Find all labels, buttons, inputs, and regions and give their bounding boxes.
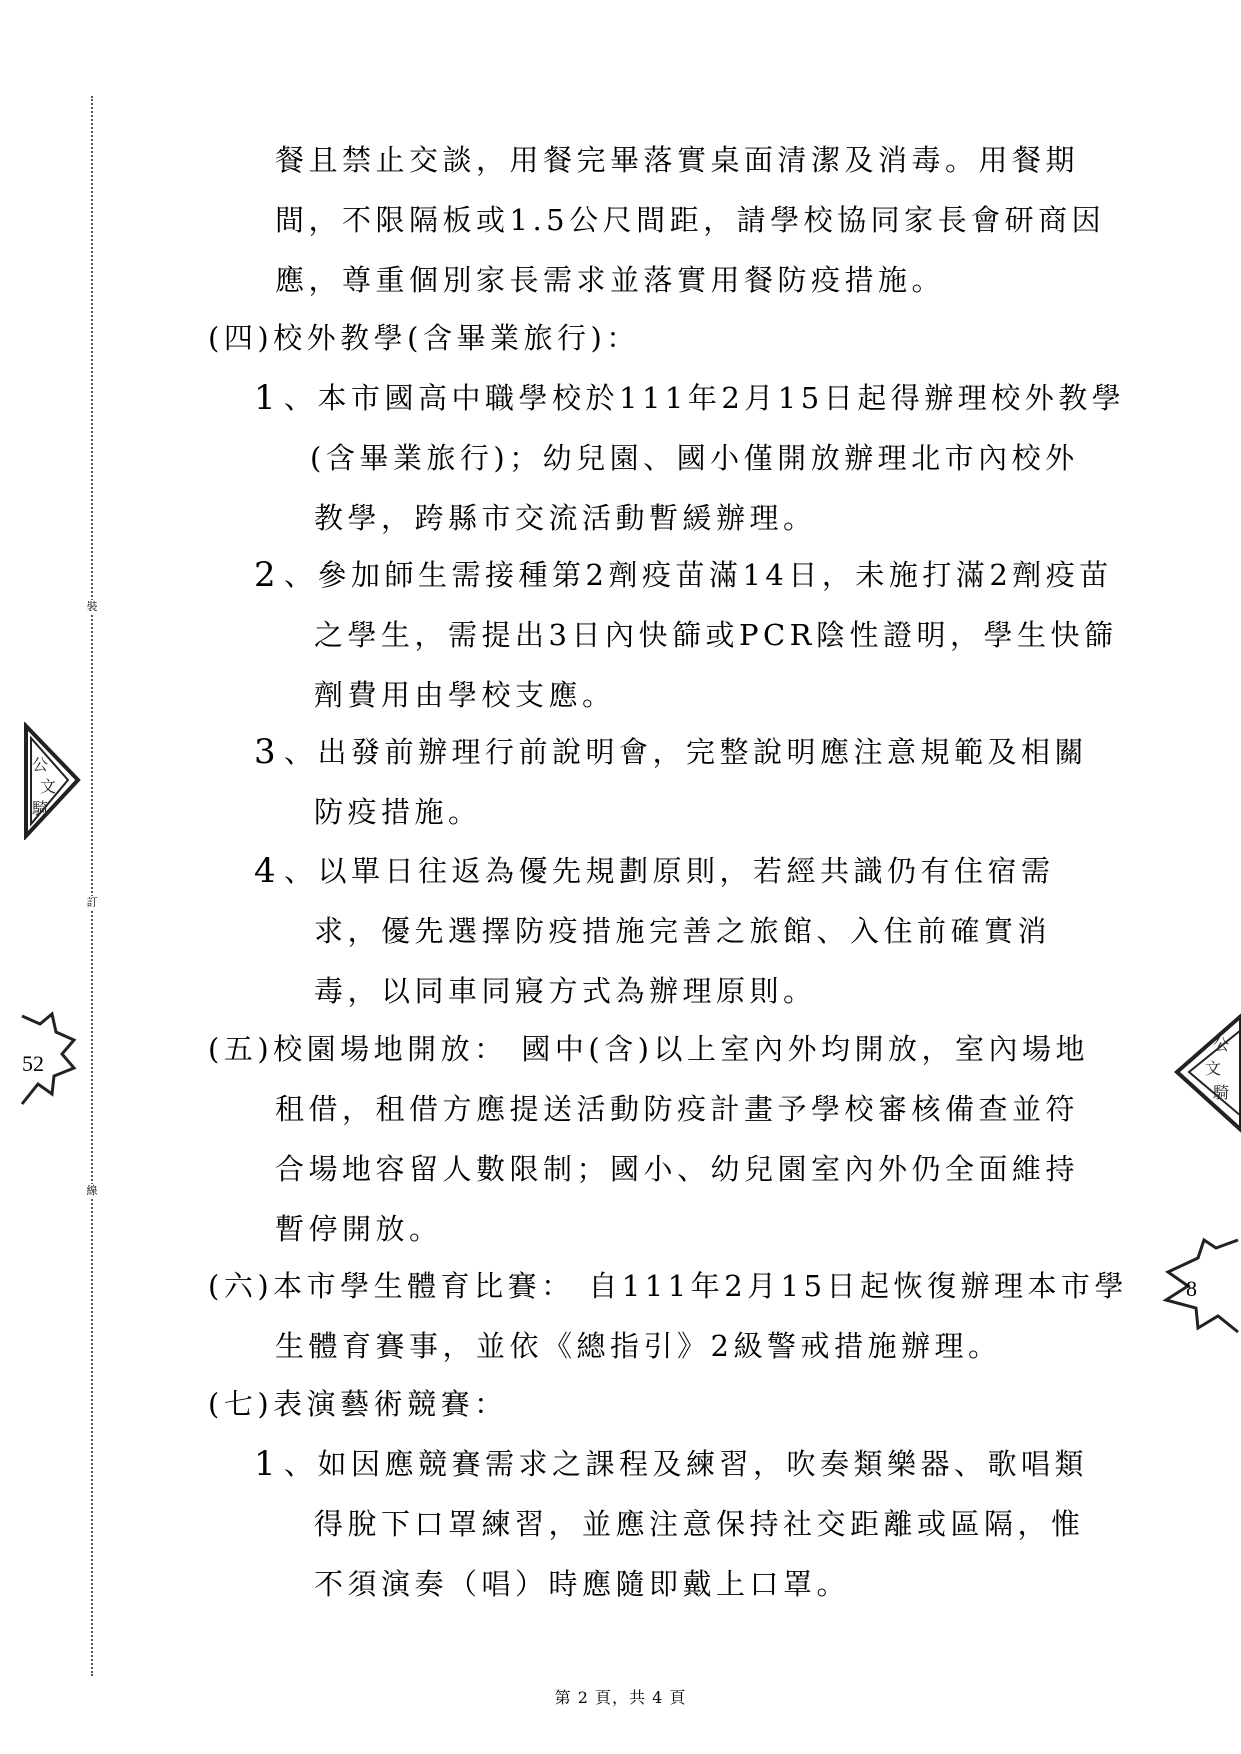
section-heading-4: (四)校外教學(含畢業旅行)： [208, 321, 640, 355]
section-heading-6: (六)本市學生體育比賽： 自111年2月15日起恢復辦理本市學 [208, 1269, 1129, 1303]
svg-text:騎: 騎 [32, 799, 49, 818]
page-footer: 第 2 頁，共 4 頁 [554, 1688, 687, 1707]
text-line: 、以單日往返為優先規劃原則，若經共識仍有住宿需 [284, 854, 1055, 888]
official-seal-stamp-left [18, 722, 88, 840]
text-line: 、本市國高中職學校於111年2月15日起得辦理校外教學 [284, 381, 1126, 415]
text-line: 租借，租借方應提送活動防疫計畫予學校審核備查並符 [275, 1092, 1080, 1126]
text-line: 劑費用由學校支應。 [314, 678, 616, 712]
svg-text:文: 文 [40, 777, 57, 796]
text-line: 得脫下口罩練習，並應注意保持社交距離或區隔，惟 [314, 1507, 1085, 1541]
text-line: 暫停開放。 [275, 1212, 443, 1246]
item-number: 2 [254, 555, 276, 595]
item-number: 1 [254, 1444, 276, 1484]
binding-char-xian: 線 [84, 1184, 100, 1198]
item-number: 3 [254, 732, 276, 772]
page-seal-right [1158, 1236, 1241, 1336]
section-heading-7: (七)表演藝術競賽： [208, 1387, 508, 1421]
svg-text:文: 文 [1205, 1059, 1222, 1078]
text-line: 之學生，需提出3日內快篩或PCR陰性證明，學生快篩 [314, 618, 1118, 652]
svg-text:騎: 騎 [1213, 1083, 1230, 1102]
svg-text:公: 公 [32, 755, 49, 774]
page-seal-number-right: 8 [1186, 1276, 1197, 1301]
page-seal-number-left: 52 [22, 1051, 44, 1076]
text-line: 防疫措施。 [314, 795, 482, 829]
text-line: 求，優先選擇防疫措施完善之旅館、入住前確實消 [314, 914, 1052, 948]
text-line: 教學，跨縣市交流活動暫緩辦理。 [314, 501, 817, 535]
text-line: 、參加師生需接種第2劑疫苗滿14日，未施打滿2劑疫苗 [284, 558, 1113, 592]
text-line: 合場地容留人數限制；國小、幼兒園室內外仍全面維持 [275, 1152, 1080, 1186]
svg-text:公: 公 [1213, 1035, 1230, 1054]
binding-char-ding: 訂 [84, 896, 100, 910]
text-line: 間，不限隔板或1.5公尺間距，請學校協同家長會研商因 [275, 203, 1106, 237]
official-seal-stamp-right [1165, 1010, 1241, 1135]
section-heading-5: (五)校園場地開放： 國中(含)以上室內外均開放，室內場地 [208, 1032, 1089, 1066]
text-line: 生體育賽事，並依《總指引》2級警戒措施辦理。 [275, 1329, 1002, 1363]
text-line: 、如因應競賽需求之課程及練習，吹奏類樂器、歌唱類 [284, 1447, 1089, 1481]
text-line: 不須演奏（唱）時應隨即戴上口罩。 [314, 1567, 851, 1601]
text-line: (含畢業旅行)；幼兒園、國小僅開放辦理北市內校外 [310, 441, 1079, 475]
binding-dotted-line [91, 96, 93, 1676]
item-number: 1 [254, 378, 276, 418]
text-line: 、出發前辦理行前說明會，完整說明應注意規範及相關 [284, 735, 1089, 769]
text-line: 應，尊重個別家長需求並落實用餐防疫措施。 [275, 263, 946, 297]
item-number: 4 [254, 851, 276, 891]
binding-char-zhuang: 裝 [84, 600, 100, 614]
text-line: 毒，以同車同寢方式為辦理原則。 [314, 974, 817, 1008]
text-line: 餐且禁止交談，用餐完畢落實桌面清潔及消毒。用餐期 [275, 143, 1080, 177]
